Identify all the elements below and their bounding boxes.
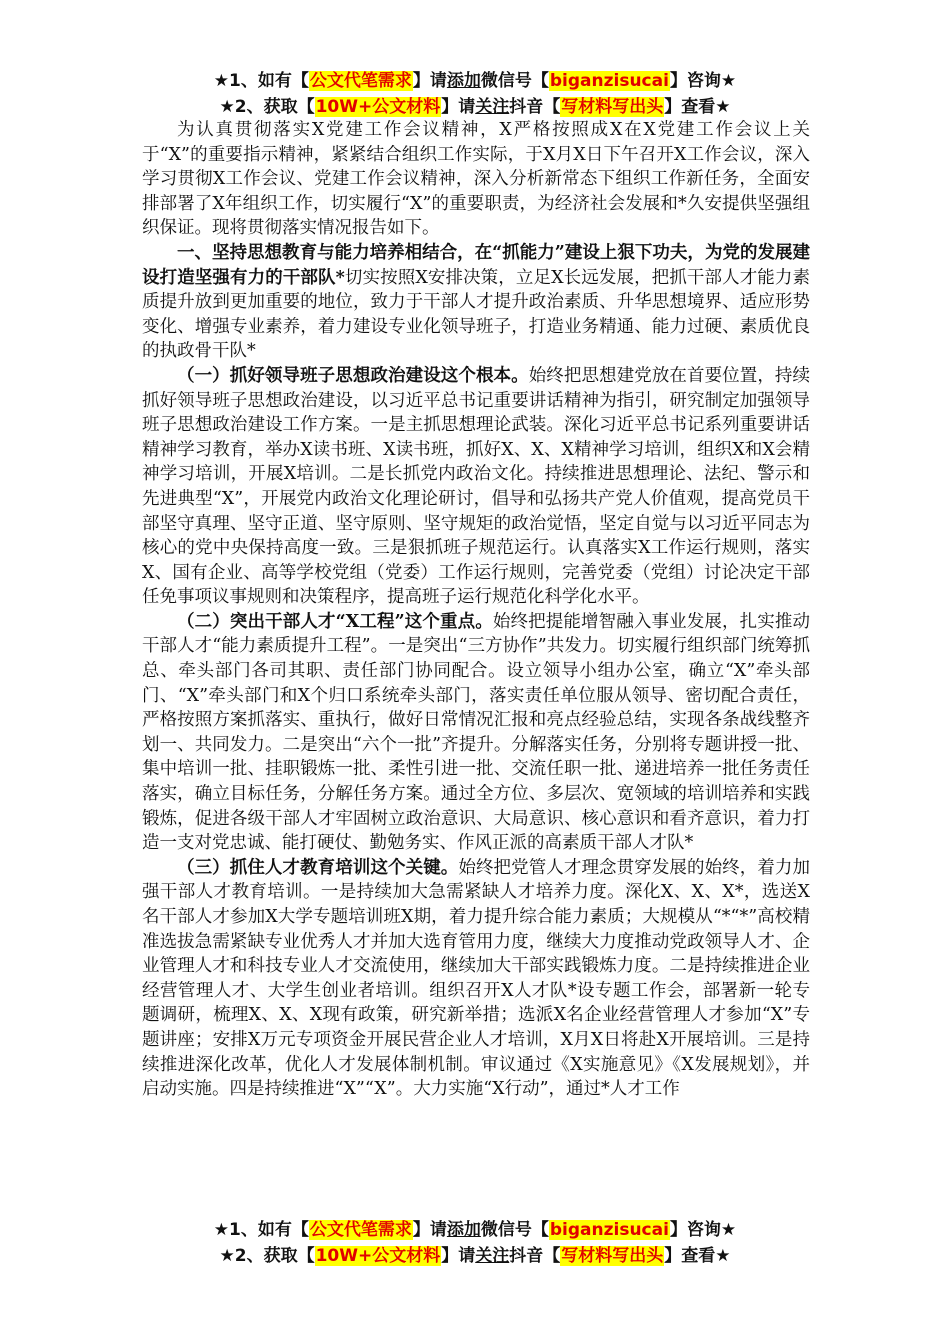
document-body (142, 118, 810, 1102)
subsection-1-heading: （一）抓好领导班子思想政治建设这个根本。 (177, 365, 529, 386)
intro-paragraph: 为认真贯彻落实X党建工作会议精神，X严格按照成X在X党建工作会议上关于“X”的重要指示精神，紧紧结合组织工作实际，于X月X日下午召开X工作会议，深入学习贯彻X工作会议、党建工作会议精神，深入分析新常态下组织工作新任务，全面安排部署了X年组织工作，切实履行“X”的重要职责，为经济社会发展和*久安提供坚强组织保证。现将贯彻落实情况报告如下。 (142, 120, 810, 239)
banner-text: 】咨询★ (669, 1220, 737, 1240)
banner-line-2 (0, 1243, 950, 1269)
banner-text: ★2、获取【 (219, 1246, 315, 1266)
banner-highlight: 写材料写出头 (561, 97, 664, 117)
subsection-1-paragraph (142, 364, 810, 610)
section-1-paragraph (142, 241, 810, 364)
banner-highlight: 写材料写出头 (561, 1246, 664, 1266)
banner-underline: 关注 (475, 1246, 510, 1266)
banner-highlight: 公文代笔需求 (309, 1220, 412, 1240)
top-banner (0, 68, 950, 120)
banner-text: 】请 (441, 97, 476, 117)
banner-highlight: biganzisucai (549, 1220, 669, 1240)
subsection-1-body: 始终把思想建党放在首要位置，持续抓好领导班子思想政治建设，以习近平总书记重要讲话精神为指引，研究制定加强领导班子思想政治建设工作方案。一是主抓思想理论武装。深化习近平总书记系列重要讲话精神学习教育，举办X读书班、X读书班，抓好X、X、X精神学习培训，组织X和X会精神学习培训，开展X培训。二是长抓党内政治文化。持续推进思想理论、法纪、警示和先进典型“X”，开展党内政治文化理论研讨，倡导和弘扬共产党人价值观，提高党员干部坚守真理、坚守正道、坚守原则、坚守规矩的政治觉悟，坚定自觉与以习近平同志为核心的党中央保持高度一致。三是狠抓班子规范运行。认真落实X工作运行规则，落实X、国有企业、高等学校党组（党委）工作运行规则，完善党委（党组）讨论决定干部任免事项议事规则和决策程序，提高班子运行规范化科学化水平。 (142, 365, 811, 608)
subsection-2-paragraph (142, 610, 810, 856)
subsection-3-body: 始终把党管人才理念贯穿发展的始终，着力加强干部人才教育培训。一是持续加大急需紧缺人才培养力度。深化X、X、X*，选送X名干部人才参加X大学专题培训班X期，着力提升综合能力素质；大规模从“*“*”高校精准选拔急需紧缺专业优秀人才并加大选育管用力度，继续大力度推动党政领导人才、企业管理人才和科技专业人才交流使用，继续加大干部实践锻炼力度。二是持续推进企业经营管理人才、大学生创业者培训。组织召开X人才队*设专题工作会，部署新一轮专题调研，梳理X、X、X现有政策，研究新举措；选派X名企业经营管理人才参加“X”专题讲座；安排X万元专项资金开展民营企业人才培训，X月X日将赴X开展培训。三是持续推进深化改革，优化人才发展体制机制。审议通过《X实施意见》《X发展规划》，并启动实施。四是持续推进“X”“X”。大力实施“X行动”，通过*人才工作 (142, 857, 811, 1100)
banner-text: ★2、获取【 (219, 97, 315, 117)
banner-underline: 添加 (446, 71, 481, 91)
banner-underline: 关注 (475, 97, 510, 117)
banner-text: 微信号【 (480, 1220, 549, 1240)
banner-text: 抖音【 (509, 1246, 561, 1266)
banner-text: 】请 (441, 1246, 476, 1266)
banner-text: ★1、如有【 (213, 71, 309, 91)
banner-underline: 添加 (446, 1220, 481, 1240)
subsection-2-heading: （二）突出干部人才“X工程”这个重点。 (177, 611, 493, 632)
banner-text: ★1、如有【 (213, 1220, 309, 1240)
subsection-2-body: 始终把提能增智融入事业发展，扎实推动干部人才“能力素质提升工程”。一是突出“三方协作”共发力。切实履行组织部门统筹抓总、牵头部门各司其职、责任部门协同配合。设立领导小组办公室，确立“X”牵头部门、“X”牵头部门和X个归口系统牵头部门，落实责任单位服从领导、密切配合责任，严格按照方案抓落实、重执行，做好日常情况汇报和亮点经验总结，实现各条战线整齐划一、共同发力。二是突出“六个一批”齐提升。分解落实任务，分别将专题讲授一批、集中培训一批、挂职锻炼一批、柔性引进一批、交流任职一批、递进培养一批任务责任落实，确立目标任务，分解任务方案。通过全方位、多层次、宽领域的培训培养和实践锻炼，促进各级干部人才牢固树立政治意识、大局意识、核心意识和看齐意识，着力打造一支对党忠诚、能打硬仗、勤勉务实、作风正派的高素质干部人才队* (142, 611, 811, 854)
banner-highlight: biganzisucai (549, 71, 669, 91)
bottom-banner (0, 1217, 950, 1269)
banner-line-1 (0, 1217, 950, 1243)
section-1-body: 切实按照X安排决策，立足X长远发展，把抓干部人才能力素质提升放到更加重要的地位，致力于干部人才提升政治素质、升华思想境界、适应形势变化、增强专业素养，着力建设专业化领导班子，打造业务精通、能力过硬、素质优良的执政骨干队* (142, 267, 810, 362)
banner-line-1 (0, 68, 950, 94)
subsection-3-heading: （三）抓住人才教育培训这个关键。 (177, 857, 459, 878)
banner-line-2 (0, 94, 950, 120)
banner-text: 抖音【 (509, 97, 561, 117)
section-1-heading: 一、坚持思想教育与能力培养相结合，在“抓能力”建设上狠下功夫，为党的发展建设打造坚强有力的干部队* (142, 242, 810, 288)
banner-text: 微信号【 (480, 71, 549, 91)
banner-text: 】咨询★ (669, 71, 737, 91)
subsection-3-paragraph (142, 856, 810, 1102)
banner-highlight: 公文代笔需求 (309, 71, 412, 91)
banner-highlight: 10W+公文材料 (315, 97, 441, 117)
banner-text: 】请 (412, 71, 447, 91)
banner-text: 】查看★ (664, 1246, 731, 1266)
banner-text: 】请 (412, 1220, 447, 1240)
banner-text: 】查看★ (664, 97, 731, 117)
banner-highlight: 10W+公文材料 (315, 1246, 441, 1266)
